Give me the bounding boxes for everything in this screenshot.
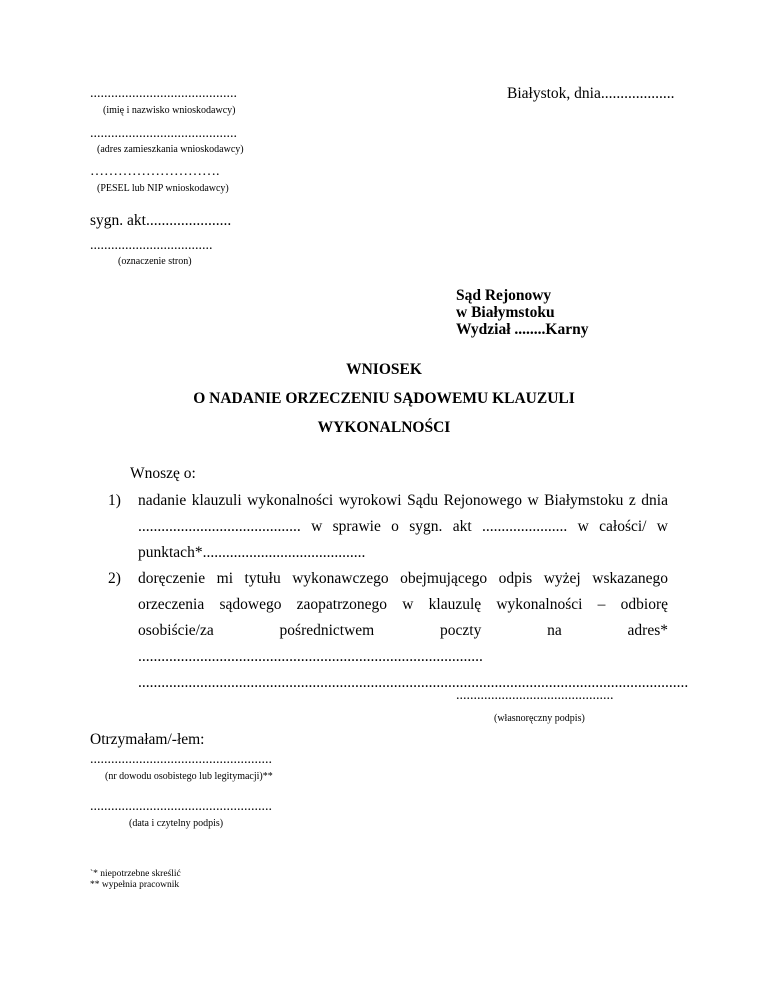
title-line-3: WYKONALNOŚCI: [317, 419, 451, 436]
parties-label: (oznaczenie stron): [118, 256, 192, 267]
request-list: [108, 488, 689, 696]
list-item-number: 2): [108, 570, 121, 587]
court-line-1: Sąd Rejonowy: [456, 287, 552, 304]
title-line-1: WNIOSEK: [346, 361, 422, 378]
title-line-2: O NADANIE ORZECZENIU SĄDOWEMU KLAUZULI: [193, 390, 575, 407]
id-label: (nr dowodu osobistego lub legitymacji)**: [105, 771, 273, 782]
pesel-label: (PESEL lub NIP wnioskodawcy): [97, 183, 229, 194]
court-line-2: w Białymstoku: [456, 304, 555, 321]
signature-label: (własnoręczny podpis): [494, 713, 585, 724]
city-date: Białystok, dnia...................: [507, 85, 675, 102]
pesel-dots: ……………………….: [90, 164, 220, 179]
receipt-heading: Otrzymałam/-łem:: [90, 731, 205, 748]
applicant-name-label: (imię i nazwisko wnioskodawcy): [103, 105, 236, 116]
applicant-name-dots: ..........................................: [90, 86, 237, 101]
list-item: [108, 566, 689, 696]
address-label: (adres zamieszkania wnioskodawcy): [97, 144, 244, 155]
id-dots: ....................................................: [90, 752, 272, 767]
case-reference: sygn. akt......................: [90, 212, 232, 229]
footnote-1: `* niepotrzebne skreślić: [90, 869, 181, 879]
date-signature-label: (data i czytelny podpis): [129, 818, 224, 829]
list-item-text: doręczenie mi tytułu wykonawczego obejmującego odpis wyżej wskazanego orzeczenia sądowego zaopatrzonego w klauzulę wykonalności – odbiorę osobiście/za pośrednictwem poczty na adres* ......................................................................................... ..............................................................................................................................................: [138, 570, 689, 691]
list-item: [108, 488, 668, 566]
signature-dots: .............................................: [456, 688, 614, 703]
list-item-text: nadanie klauzuli wykonalności wyrokowi Sądu Rejonowego w Białymstoku z dnia .......................................... w sprawie o sygn. akt ...................... w całości/ w punktach*..........................................: [138, 492, 668, 561]
parties-dots: ...................................: [90, 238, 213, 253]
footnote-2: ** wypełnia pracownik: [90, 880, 180, 890]
court-name: [456, 287, 588, 338]
address-dots: ..........................................: [90, 126, 237, 141]
footnotes: [90, 869, 181, 891]
intro-text: Wnoszę o:: [130, 465, 196, 482]
date-signature-dots: ....................................................: [90, 799, 272, 814]
court-line-3: Wydział ........Karny: [456, 321, 589, 338]
list-item-number: 1): [108, 492, 121, 509]
